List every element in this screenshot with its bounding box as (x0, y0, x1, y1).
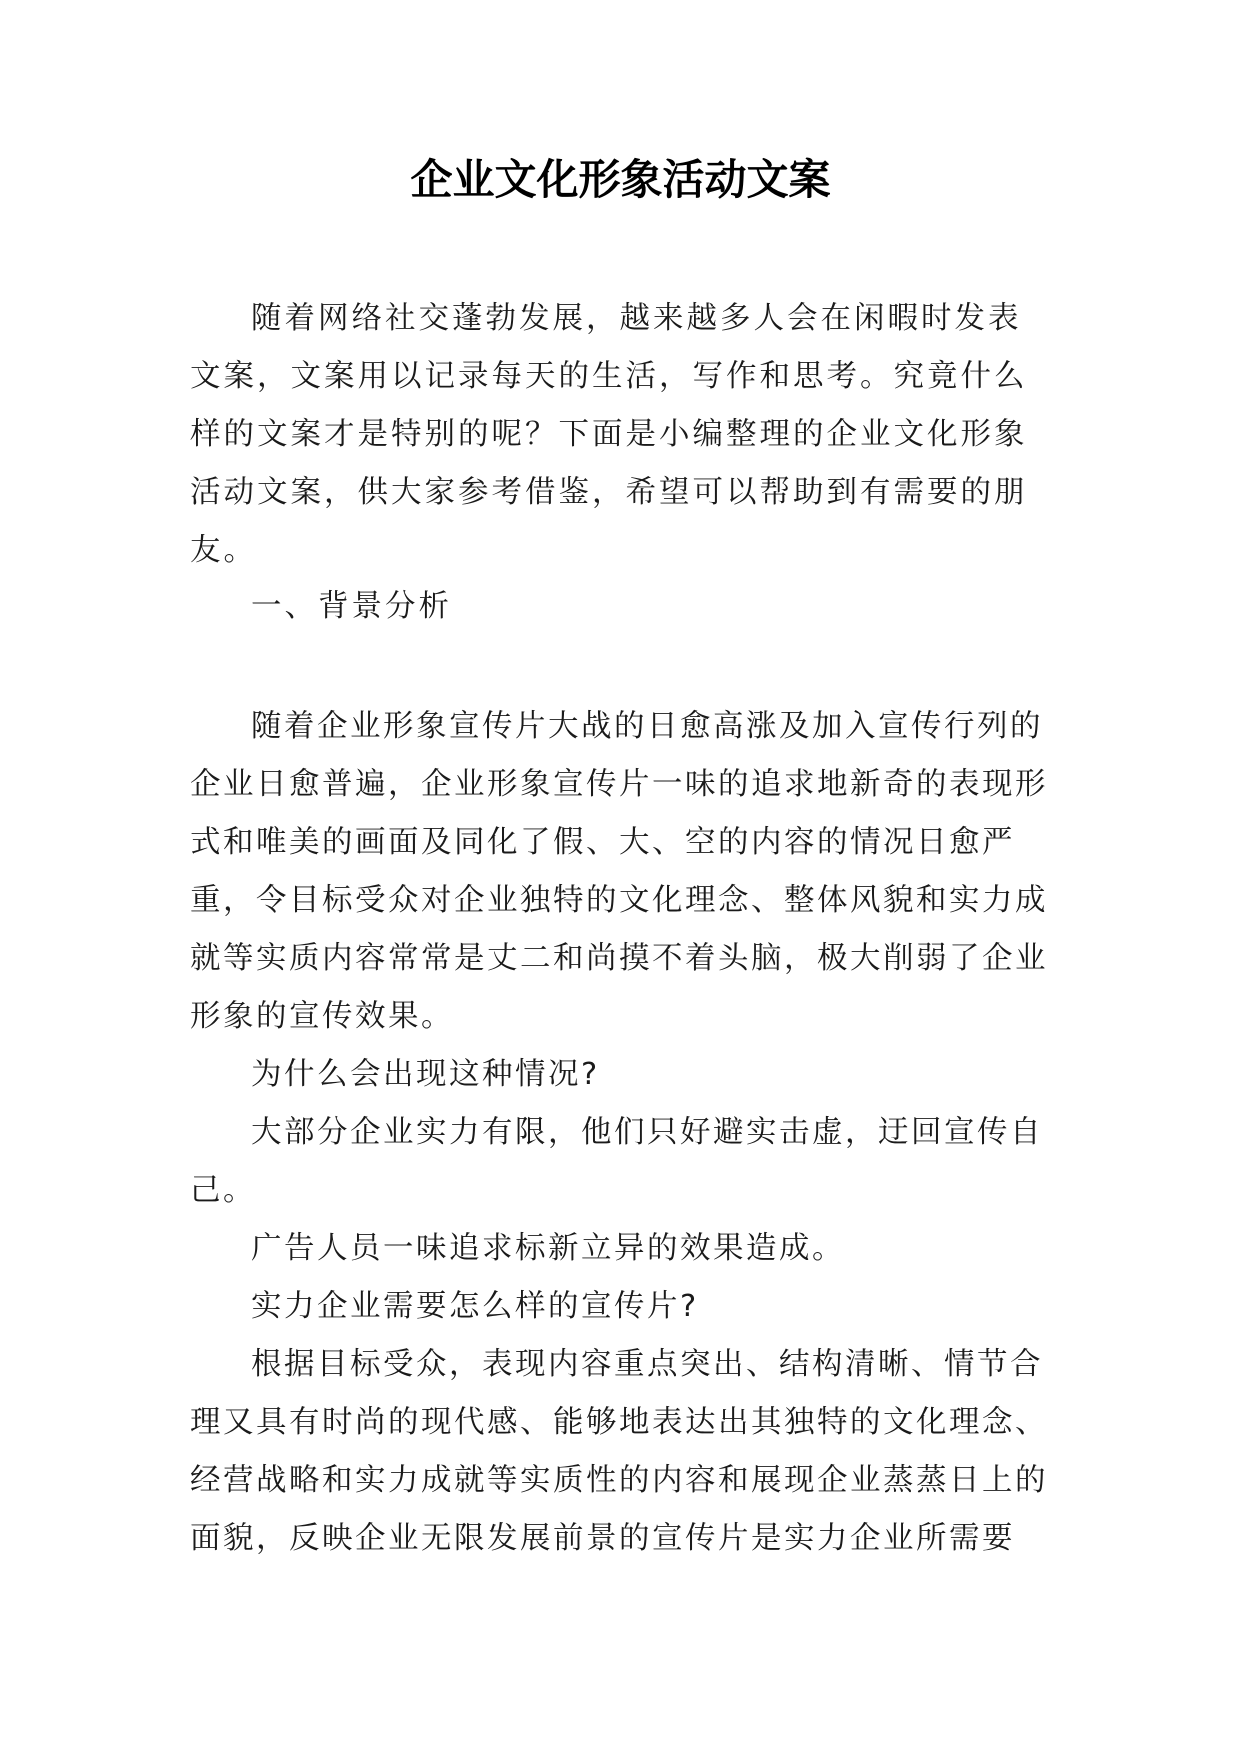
section-heading-block (190, 578, 1052, 636)
intro-paragraph: 随着网络社交蓬勃发展，越来越多人会在闲暇时发表文案，文案用以记录每天的生活，写作和思考。究竟什么样的文案才是特别的呢？下面是小编整理的企业文化形象活动文案，供大家参考借鉴，希望可以帮助到有需要的朋友。 (190, 301, 1028, 568)
body-paragraph: 大部分企业实力有限，他们只好避实击虚，迂回宣传自己。 (190, 1115, 1043, 1208)
document-title: 企业文化形象活动文案 (410, 155, 831, 204)
body-paragraph: 实力企业需要怎么样的宣传片? (251, 1289, 699, 1324)
body-paragraph: 随着企业形象宣传片大战的日愈高涨及加入宣传行列的企业日愈普遍，企业形象宣传片一味的追求地新奇的表现形式和唯美的画面及同化了假、大、空的内容的情况日愈严重，令目标受众对企业独特的文化理念、整体风貌和实力成就等实质内容常常是丈二和尚摸不着头脑，极大削弱了企业形象的宣传效果。 (190, 709, 1048, 1034)
intro-block (190, 290, 1052, 580)
body-paragraph: 根据目标受众，表现内容重点突出、结构清晰、情节合理又具有时尚的现代感、能够地表达出其独特的文化理念、经营战略和实力成就等实质性的内容和展现企业蒸蒸日上的面貌，反映企业无限发展前景的宣传片是实力企业所需要 (190, 1347, 1048, 1556)
section-heading: 一、背景分析 (251, 589, 452, 624)
section-body (190, 698, 1052, 1568)
body-paragraph: 为什么会出现这种情况? (251, 1057, 600, 1092)
body-paragraph: 广告人员一味追求标新立异的效果造成。 (251, 1231, 845, 1266)
